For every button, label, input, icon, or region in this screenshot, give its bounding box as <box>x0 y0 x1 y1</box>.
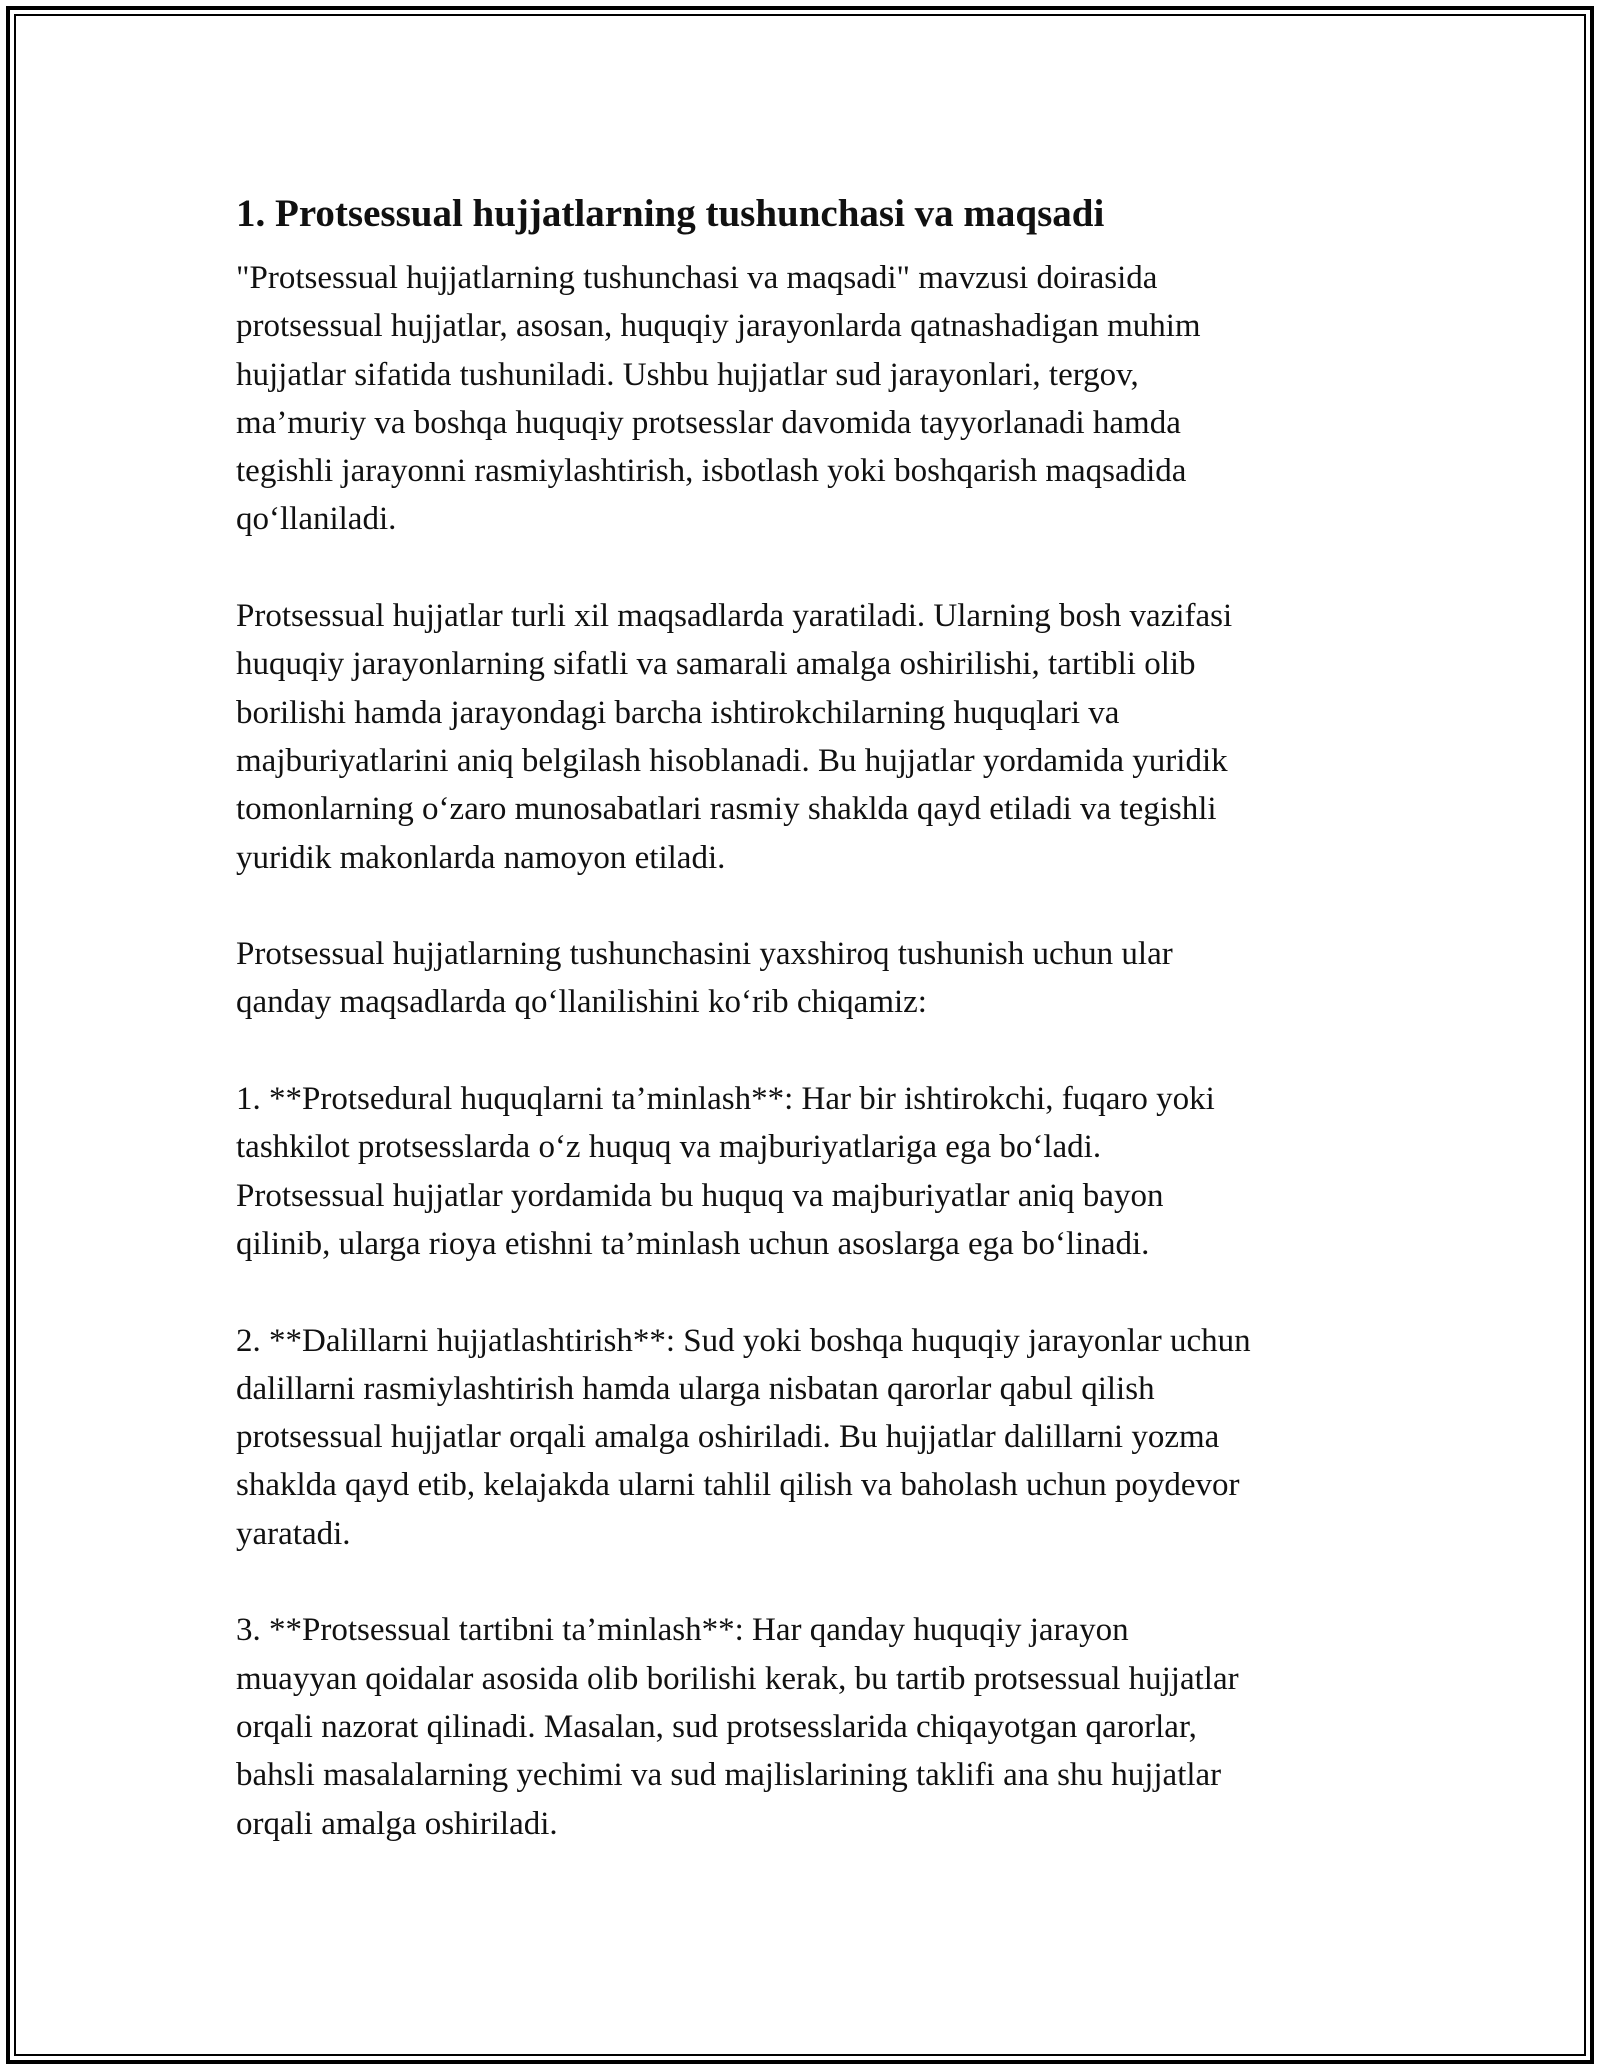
paragraph-intro: "Protsessual hujjatlarning tushunchasi va maqsadi" mavzusi doirasida protsessual hujjatlar, asosan, huquqiy jarayonlarda qatnashadigan muhim hujjatlar sifatida tushuniladi. Ushbu hujjatlar sud jarayonlari, tergov, ma’muriy va boshqa huquqiy protsesslar davomida tayyorlanadi hamda tegishli jarayonni rasmiylashtirish, isbotlash yoki boshqarish maqsadida qo‘llaniladi. <box>236 260 1201 538</box>
section-title: 1. Protsessual hujjatlarning tushunchasi va maqsadi <box>236 192 1105 235</box>
document-body <box>236 186 1386 1848</box>
paragraph-lead-in: Protsessual hujjatlarning tushunchasini yaxshiroq tushunish uchun ular qanday maqsadlarda qo‘llanilishini ko‘rib chiqamiz: <box>236 936 1173 1021</box>
list-item-3: 3. **Protsessual tartibni ta’minlash**: Har qanday huquqiy jarayon muayyan qoidalar asosida olib borilishi kerak, bu tartib protsessual hujjatlar orqali nazorat qilinadi. Masalan, sud protsesslarida chiqayotgan qarorlar, bahsli masalalarning yechimi va sud majlislarining taklifi ana shu hujjatlar orqali amalga oshiriladi. <box>236 1612 1239 1842</box>
list-item-1: 1. **Protsedural huquqlarni ta’minlash**: Har bir ishtirokchi, fuqaro yoki tashkilot protsesslarda o‘z huquq va majburiyatlariga ega bo‘ladi. Protsessual hujjatlar yordamida bu huquq va majburiyatlar aniq bayon qilinib, ularga rioya etishni ta’minlash uchun asoslarga ega bo‘linadi. <box>236 1081 1215 1262</box>
list-item-2: 2. **Dalillarni hujjatlashtirish**: Sud yoki boshqa huquqiy jarayonlar uchun dalillarni rasmiylashtirish hamda ularga nisbatan qarorlar qabul qilish protsessual hujjatlar orqali amalga oshiriladi. Bu hujjatlar dalillarni yozma shaklda qayd etib, kelajakda ularni tahlil qilish va baholash uchun poydevor yaratadi. <box>236 1322 1251 1552</box>
paragraph-purpose: Protsessual hujjatlar turli xil maqsadlarda yaratiladi. Ularning bosh vazifasi huquqiy jarayonlarning sifatli va samarali amalga oshirilishi, tartibli olib borilishi hamda jarayondagi barcha ishtirokchilarning huquqlari va majburiyatlarini aniq belgilash hisoblanadi. Bu hujjatlar yordamida yuridik tomonlarning o‘zaro munosabatlari rasmiy shaklda qayd etiladi va tegishli yuridik makonlarda namoyon etiladi. <box>236 598 1233 876</box>
